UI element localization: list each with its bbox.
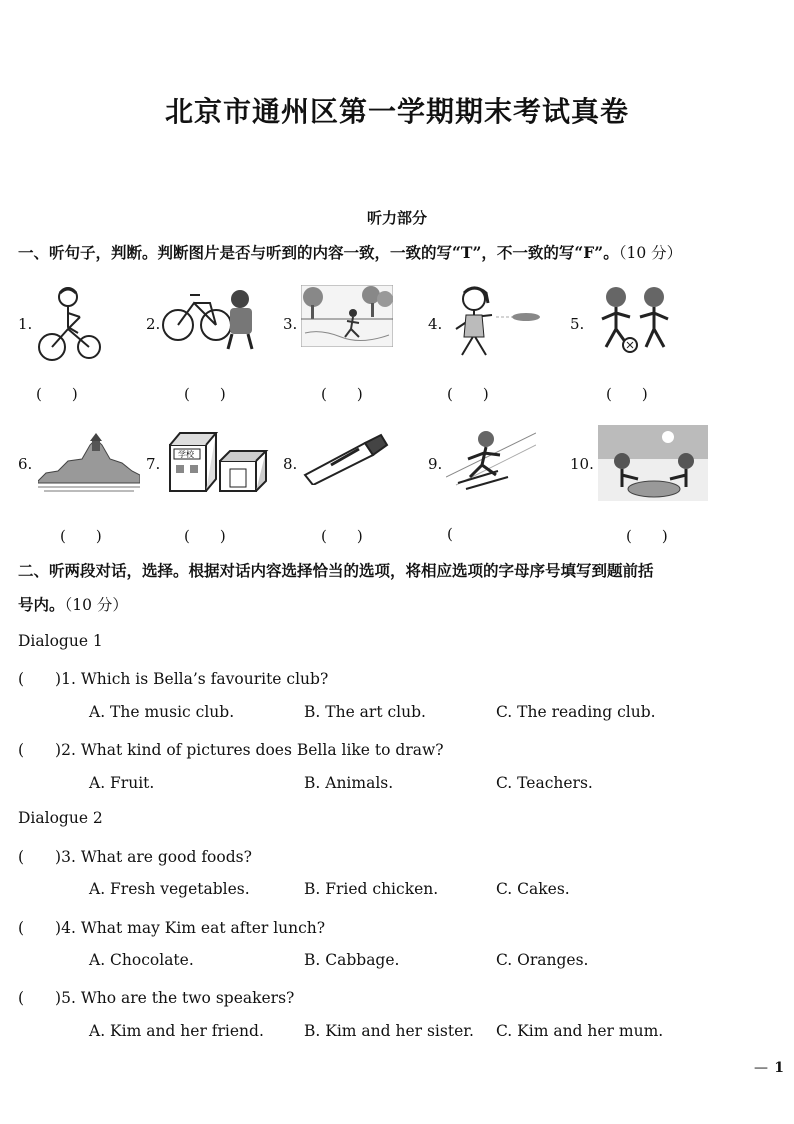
picture-item-9 xyxy=(428,425,558,505)
page-number: 1 xyxy=(774,1060,784,1076)
answer-blank[interactable]: ( ) xyxy=(36,385,78,403)
school-buildings-icon xyxy=(164,425,274,495)
part1-score: （10 分） xyxy=(618,244,683,262)
option-c: C. The reading club. xyxy=(496,703,656,721)
picture-item-5 xyxy=(570,285,700,365)
part2-score: （10 分） xyxy=(64,596,128,614)
option-a: A. Kim and her friend. xyxy=(89,1022,264,1040)
item-number: 9. xyxy=(428,455,443,473)
dialogue-1-label: Dialogue 1 xyxy=(18,632,103,650)
picture-row-2 xyxy=(18,425,778,505)
item-number: 2. xyxy=(146,315,161,333)
question-text: 3. What are good foods? xyxy=(61,848,252,866)
summer-palace-icon xyxy=(38,425,140,495)
boy-riding-bike-icon xyxy=(34,285,104,363)
boy-running-in-park-icon xyxy=(301,285,393,347)
option-b: B. Animals. xyxy=(304,774,394,792)
answer-blank[interactable]: ( ) xyxy=(18,989,62,1007)
option-b: B. Cabbage. xyxy=(304,951,400,969)
part1-heading xyxy=(18,236,776,270)
answer-blank[interactable]: ( ) xyxy=(18,848,62,866)
page-title: 北京市通州区第一学期期末考试真卷 xyxy=(164,95,629,128)
item-number: 3. xyxy=(283,315,298,333)
question-5 xyxy=(18,986,294,1008)
picture-item-3 xyxy=(283,285,413,365)
picture-item-2 xyxy=(146,285,266,365)
picture-item-4 xyxy=(428,285,558,365)
page-dash: — xyxy=(754,1060,768,1076)
picture-item-8 xyxy=(283,425,413,505)
answer-blank[interactable]: ( ) xyxy=(321,527,363,545)
question-text: 4. What may Kim eat after lunch? xyxy=(61,919,326,937)
answer-blank[interactable]: ( ) xyxy=(447,385,489,403)
dialogue-2-label: Dialogue 2 xyxy=(18,809,103,827)
picture-item-1 xyxy=(18,285,128,365)
question-text: 2. What kind of pictures does Bella like to draw? xyxy=(61,741,444,759)
boy-with-bicycle-icon xyxy=(162,285,258,351)
option-c: C. Kim and her mum. xyxy=(496,1022,664,1040)
part2-heading xyxy=(18,554,776,622)
question-3 xyxy=(18,845,252,867)
answer-row-2 xyxy=(0,525,794,545)
item-number: 8. xyxy=(283,455,298,473)
item-number: 7. xyxy=(146,455,161,473)
pen-icon xyxy=(301,425,391,485)
answer-blank[interactable]: ( ) xyxy=(184,527,226,545)
answer-blank[interactable]: ( ) xyxy=(60,527,102,545)
question-text: 5. Who are the two speakers? xyxy=(61,989,295,1007)
option-c: C. Cakes. xyxy=(496,880,570,898)
part2-heading-line2: 号内。 xyxy=(18,595,65,614)
item-number: 6. xyxy=(18,455,33,473)
part2-heading-line1: 二、听两段对话，选择。根据对话内容选择恰当的选项，将相应选项的字母序号填写到题前括 xyxy=(18,561,654,580)
option-a: A. Chocolate. xyxy=(89,951,194,969)
picture-item-6 xyxy=(18,425,143,505)
answer-blank[interactable]: ( ) xyxy=(606,385,648,403)
item-number: 5. xyxy=(570,315,585,333)
answer-blank[interactable]: ( ) xyxy=(626,527,668,545)
picture-row-1 xyxy=(18,285,778,365)
answer-blank[interactable]: ( xyxy=(447,525,453,543)
option-a: A. The music club. xyxy=(89,703,235,721)
part1-heading-text: 一、听句子，判断。判断图片是否与听到的内容一致，一致的写“T”，不一致的写“F”。 xyxy=(18,243,619,262)
question-2 xyxy=(18,738,444,760)
option-c: C. Teachers. xyxy=(496,774,593,792)
option-a: A. Fresh vegetables. xyxy=(89,880,250,898)
option-b: B. The art club. xyxy=(304,703,426,721)
skiing-icon xyxy=(446,425,536,495)
girl-playing-ball-icon xyxy=(444,285,544,365)
option-a: A. Fruit. xyxy=(89,774,155,792)
option-b: B. Fried chicken. xyxy=(304,880,439,898)
boys-playing-football-icon xyxy=(592,285,682,355)
answer-blank[interactable]: ( ) xyxy=(321,385,363,403)
item-number: 4. xyxy=(428,315,443,333)
school-sign-text: 学校 xyxy=(178,450,194,459)
question-text: 1. Which is Bella’s favourite club? xyxy=(61,670,329,688)
item-number: 1. xyxy=(18,315,33,333)
answer-blank[interactable]: ( ) xyxy=(18,670,62,688)
option-c: C. Oranges. xyxy=(496,951,589,969)
question-4 xyxy=(18,916,325,938)
answer-blank[interactable]: ( ) xyxy=(18,919,62,937)
answer-blank[interactable]: ( ) xyxy=(184,385,226,403)
picture-item-10 xyxy=(570,425,720,505)
picnic-icon xyxy=(598,425,708,501)
part2-heading-line2-wrap xyxy=(18,588,776,622)
section-title: 听力部分 xyxy=(366,209,427,227)
option-b: B. Kim and her sister. xyxy=(304,1022,474,1040)
answer-row-1 xyxy=(0,383,794,403)
picture-item-7 xyxy=(146,425,276,505)
item-number: 10. xyxy=(570,455,594,473)
question-1 xyxy=(18,667,328,689)
answer-blank[interactable]: ( ) xyxy=(18,741,62,759)
